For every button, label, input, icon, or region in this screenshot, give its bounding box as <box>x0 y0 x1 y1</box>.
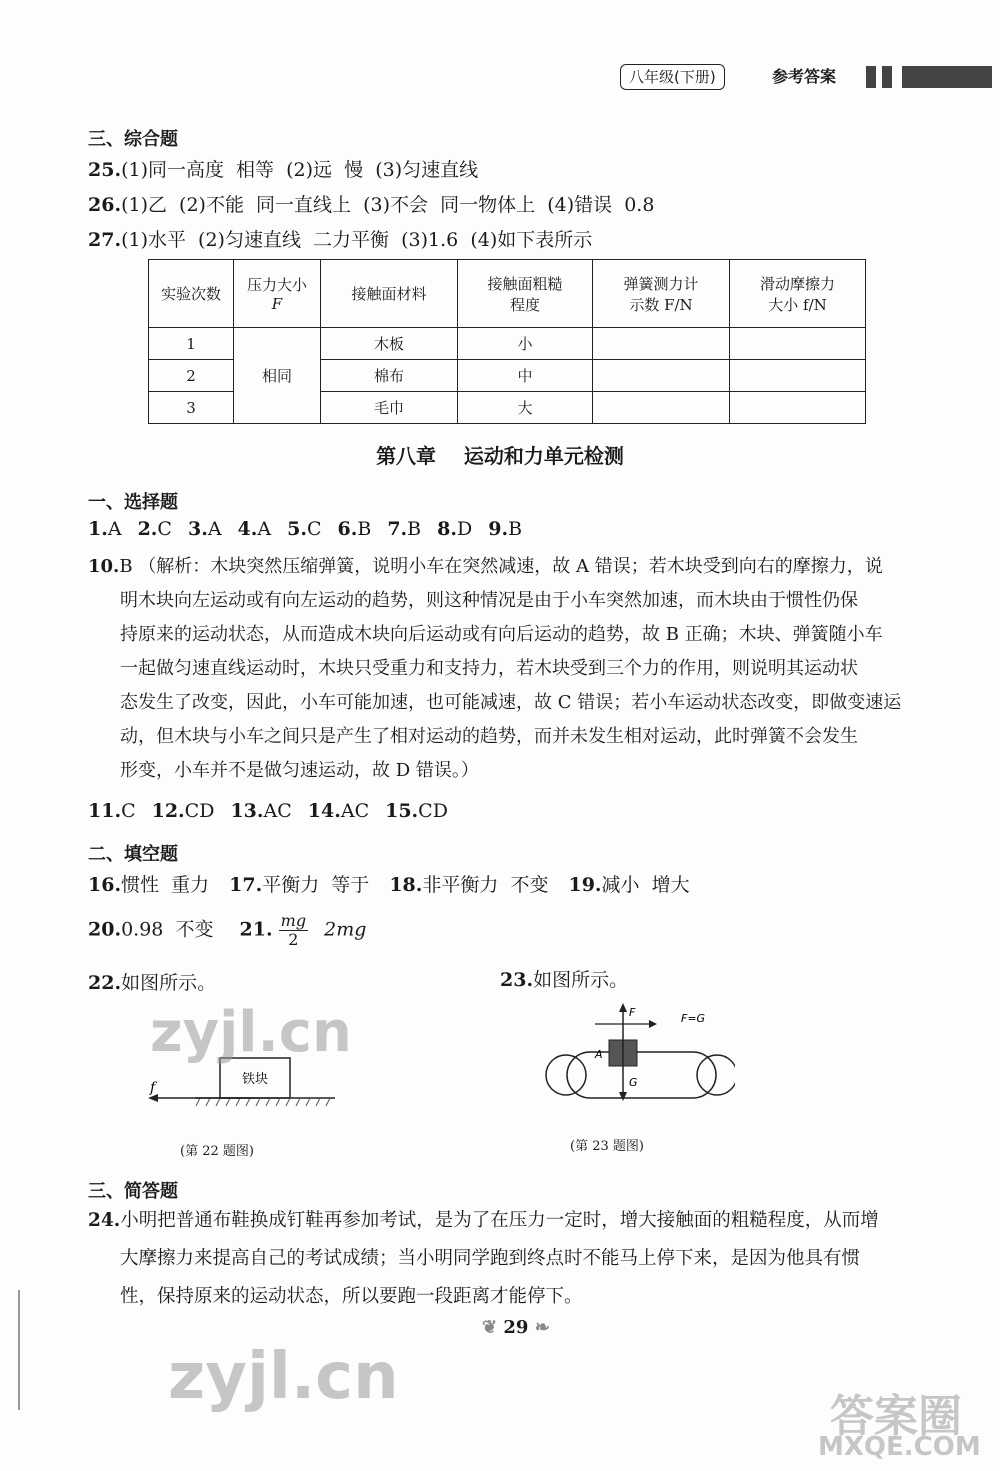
question-number: 5. <box>287 518 307 540</box>
figure-22-caption: (第 22 题图) <box>180 1144 254 1159</box>
answer-item <box>437 518 472 540</box>
fill-answers-16-19 <box>88 870 710 897</box>
answer-item <box>488 518 522 540</box>
question-number: 15. <box>385 800 419 822</box>
motion-arrowhead <box>649 1020 657 1028</box>
table-cell <box>730 328 866 360</box>
figure-23-caption: (第 23 题图) <box>570 1139 644 1154</box>
question-number: 14. <box>307 800 341 822</box>
watermark-logo: 答案圈 <box>830 1391 962 1442</box>
label-F: F <box>629 1006 636 1019</box>
header-bar <box>902 66 992 88</box>
answer-value: CD <box>184 800 215 822</box>
answer-26: 26.(1)乙 (2)不能 同一直线上 (3)不会 同一物体上 (4)错误 0.8 <box>88 194 655 216</box>
table-header-cell: 接触面材料 <box>321 260 458 328</box>
gravity-arrowhead <box>619 1092 627 1101</box>
section-title: 三、综合题 <box>88 129 178 150</box>
table-cell <box>593 392 730 424</box>
section-title: 一、选择题 <box>88 492 178 513</box>
answer-item <box>385 800 448 822</box>
answer-item <box>88 518 122 540</box>
answer-item <box>308 800 369 822</box>
answer-value: 减小 增大 <box>601 874 690 896</box>
answer-value: C <box>157 518 172 540</box>
answer-item <box>88 874 209 896</box>
answer-23-label: 23.如图所示。 <box>500 969 629 991</box>
fraction-mg-over-2: $\frac{mg}{2}$ <box>280 911 307 949</box>
table-cell: 木板 <box>321 328 458 360</box>
answer-value: 非平衡力 不变 <box>422 874 549 896</box>
answer-24: 24.小明把普通布鞋换成钉鞋再参加考试，是为了在压力一定时，增大接触面的粗糙程度，从而增 大摩擦力来提高自己的考试成绩；当小明同学跑到终点时不能马上停下来，是因为他具有惯 性，保持原来的运动状态，所以要跑一段距离才能停下。 <box>88 1210 879 1307</box>
answer-item <box>188 518 222 540</box>
answer-item <box>152 800 215 822</box>
answer-value: AC <box>263 800 292 822</box>
question-number: 8. <box>437 518 457 540</box>
answer-10: 10.B （解析：木块突然压缩弹簧，说明小车在突然减速，故 A 错误；若木块受到向右的摩擦力，说 明木块向左运动或有向左运动的趋势，则这种情况是由于小车突然加速，而木块由于惯性仍保 持原来的运动状态，从而造成木块向后运动或有向后运动的趋势，故 B 正确；木块、弹簧随小车 一起做匀速直线运动时，木块只受重力和支持力，若木块受到三个力的作用，则说明其运动状 态发生了改变，因此，小车可能加速，也可能减速，故 C 错误；若小车运动状态改变，即做变速运 动，但木块与小车之间只是产生了相对运动的趋势，而并未发生相对运动，此时弹簧不会发生 形变，小车并不是做匀速运动，故 D 错误。） <box>88 556 902 781</box>
question-number: 9. <box>488 518 509 540</box>
fill-answers-20-21: 20.0.98 不变 21. $\frac{mg}{2}$ 2mg <box>88 911 367 949</box>
question-number: 3. <box>187 518 208 540</box>
table-cell: 毛巾 <box>321 392 458 424</box>
section-title: 二、填空题 <box>88 844 178 865</box>
question-number: 12. <box>151 800 185 822</box>
question-number: 6. <box>337 518 358 540</box>
question-number: 19. <box>568 874 602 896</box>
answer-value: B <box>357 518 372 540</box>
answer-value: 惯性 重力 <box>121 874 210 896</box>
answer-value: A <box>207 518 222 540</box>
leaf-icon: ❧ <box>534 1317 550 1338</box>
table-header-row <box>149 260 866 328</box>
label-F-equals-G: F=G <box>681 1012 706 1025</box>
question-number: 16. <box>88 874 122 896</box>
table-cell: 1 <box>149 328 234 360</box>
answer-item <box>568 874 689 896</box>
question-number: 7. <box>387 518 408 540</box>
answer-value: C <box>121 800 136 822</box>
grade-badge: 八年级(下册) <box>620 64 725 90</box>
answer-item <box>389 874 548 896</box>
answer-value: 平衡力 等于 <box>262 874 370 896</box>
table-cell: 中 <box>458 360 593 392</box>
answer-27: 27.(1)水平 (2)匀速直线 二力平衡 (3)1.6 (4)如下表所示 <box>88 229 593 251</box>
header-bar-block <box>866 66 876 88</box>
answer-item <box>230 800 291 822</box>
answer-item <box>287 518 321 540</box>
table-cell: 3 <box>149 392 234 424</box>
friction-label: f <box>150 1080 156 1096</box>
table-header-cell: 接触面粗糙 程度 <box>458 260 593 328</box>
question-number: 17. <box>229 874 263 896</box>
question-number: 1. <box>88 518 108 540</box>
question-number: 2. <box>137 518 158 540</box>
header-bar-block <box>882 66 892 88</box>
table-cell: 小 <box>458 328 593 360</box>
section-title: 三、简答题 <box>88 1181 178 1202</box>
leaf-icon: ❦ <box>482 1317 498 1338</box>
answer-item <box>387 518 421 540</box>
answer-item <box>338 518 372 540</box>
table-cell <box>593 328 730 360</box>
chapter-title: 第八章 运动和力单元检测 <box>376 444 624 468</box>
table-cell <box>593 360 730 392</box>
answer-item <box>88 800 136 822</box>
table-header-cell: 实验次数 <box>149 260 234 328</box>
answer-value: B <box>508 518 523 540</box>
answer-value: C <box>306 518 322 540</box>
table-row <box>149 328 866 360</box>
watermark-site: zyjl.cn <box>150 1000 352 1065</box>
question-number: 11. <box>88 800 122 822</box>
header-title: 参考答案 <box>772 67 837 86</box>
iron-block-label: 铁块 <box>241 1072 269 1087</box>
choice-answers-11-15 <box>88 800 464 822</box>
table-header-cell: 滑动摩擦力 大小 f/N <box>730 260 866 328</box>
watermark-site: zyjl.cn <box>168 1340 399 1414</box>
support-force-arrowhead <box>619 1003 627 1012</box>
label-G: G <box>629 1076 638 1089</box>
answer-value: B <box>407 518 422 540</box>
answer-item <box>138 518 172 540</box>
answer-22-label: 22.如图所示。 <box>88 972 217 994</box>
answer-25: 25.(1)同一高度 相等 (2)远 慢 (3)匀速直线 <box>88 159 479 181</box>
choice-answers-1-9 <box>88 518 538 540</box>
table-cell: 棉布 <box>321 360 458 392</box>
table-header-cell: 弹簧测力计 示数 F/N <box>593 260 730 328</box>
table-cell: 大 <box>458 392 593 424</box>
question-number: 4. <box>237 518 258 540</box>
binding-edge <box>18 1290 20 1410</box>
answer-value: AC <box>340 800 370 822</box>
question-number: 18. <box>389 874 423 896</box>
table-cell: 2 <box>149 360 234 392</box>
answer-value: A <box>107 518 122 540</box>
label-A: A <box>595 1048 603 1061</box>
table-cell: 相同 <box>234 328 321 424</box>
page-number: ❦ 29 ❧ <box>482 1317 550 1338</box>
ground-hatch <box>196 1098 330 1106</box>
experiment-table <box>148 259 866 424</box>
figure-23 <box>535 1000 735 1110</box>
table-header-cell: 压力大小 F <box>234 260 321 328</box>
answer-value: CD <box>418 800 448 822</box>
table-cell <box>730 392 866 424</box>
answer-value: D <box>456 518 473 540</box>
left-roller <box>546 1055 586 1095</box>
answer-value: A <box>257 518 272 540</box>
table-cell <box>730 360 866 392</box>
answer-item <box>238 518 272 540</box>
question-number: 13. <box>230 800 264 822</box>
watermark-url: MXQE.COM <box>818 1432 981 1462</box>
answer-item <box>229 874 369 896</box>
